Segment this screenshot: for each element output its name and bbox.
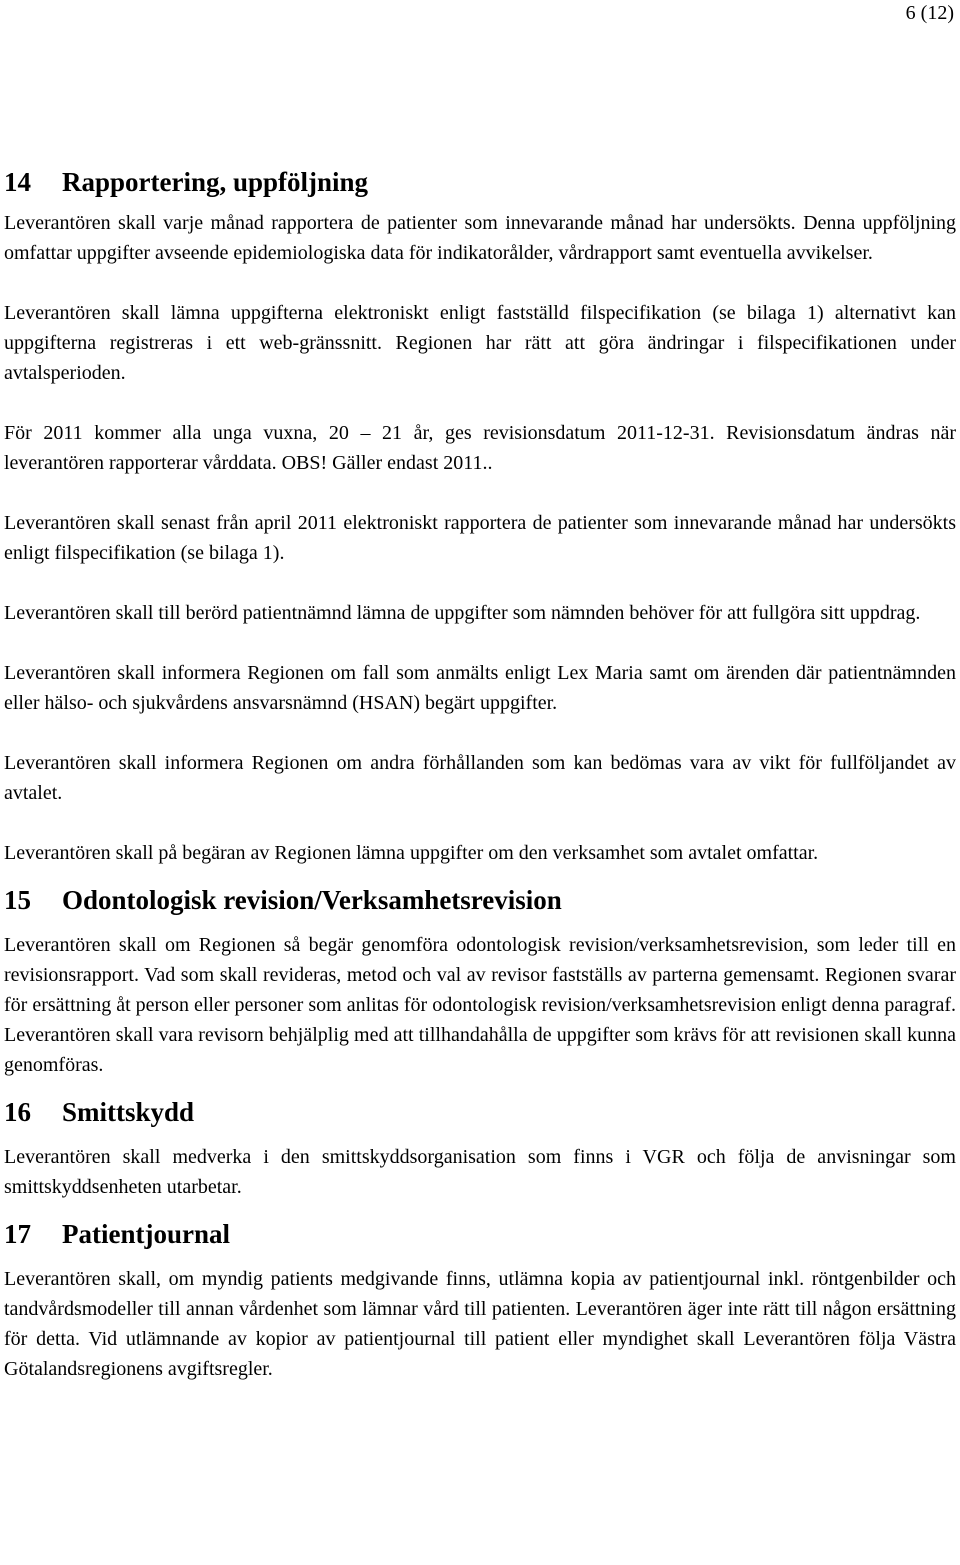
paragraph: Leverantören skall, om myndig patients medgivande finns, utlämna kopia av patientjournal inkl. röntgenbilder och tandvårdsmodeller till annan vårdenhet som lämnar vård till patienten. Leverantören äger inte rätt till någon ersättning för detta. Vid utlämnande av kopior av patientjournal till patient eller myndighet skall Leverantören följa Västra Götalandsregionens avgiftsregler. — [4, 1268, 956, 1380]
section-heading — [4, 1094, 956, 1130]
paragraph: För 2011 kommer alla unga vuxna, 20 – 21 år, ges revisionsdatum 2011-12-31. Revisionsdatum ändras när leverantören rapporterar vårddata. OBS! Gäller endast 2011.. — [4, 422, 956, 474]
paragraph: Leverantören skall senast från april 2011 elektroniskt rapportera de patienter som innevarande månad har undersökts enligt filspecifikation (se bilaga 1). — [4, 512, 956, 564]
paragraph: Leverantören skall medverka i den smittskyddsorganisation som finns i VGR och följa de anvisningar som smittskyddsenheten utarbetar. — [4, 1146, 956, 1198]
section-number: 15 — [4, 885, 31, 915]
document-body — [4, 164, 956, 1384]
section-16 — [4, 1094, 956, 1202]
paragraph: Leverantören skall informera Regionen om andra förhållanden som kan bedömas vara av vikt för fullföljandet av avtalet. — [4, 752, 956, 804]
paragraph: Leverantören skall informera Regionen om fall som anmälts enligt Lex Maria samt om ärenden där patientnämnden eller hälso- och sjukvårdens ansvarsnämnd (HSAN) begärt uppgifter. — [4, 662, 956, 714]
section-heading — [4, 882, 956, 918]
section-title: Rapportering, uppföljning — [62, 167, 369, 197]
paragraph: Leverantören skall till berörd patientnämnd lämna de uppgifter som nämnden behöver för att fullgöra sitt uppdrag. — [4, 602, 921, 624]
section-title: Patientjournal — [62, 1219, 230, 1249]
paragraph: Leverantören skall lämna uppgifterna elektroniskt enligt fastställd filspecifikation (se bilaga 1) alternativt kan uppgifterna registreras i ett web-gränssnitt. Regionen har rätt att göra ändringar i filspecifikationen under avtalsperioden. — [4, 302, 956, 384]
section-title: Odontologisk revision/Verksamhetsrevision — [62, 885, 562, 915]
section-heading — [4, 164, 956, 200]
paragraph: Leverantören skall varje månad rapportera de patienter som innevarande månad har undersökts. Denna uppföljning omfattar uppgifter avseende epidemiologiska data för indikatorålder, vårdrapport samt eventuella avvikelser. — [4, 212, 956, 264]
section-number: 14 — [4, 167, 31, 197]
section-number: 17 — [4, 1219, 31, 1249]
section-heading — [4, 1216, 956, 1252]
section-14 — [4, 164, 956, 868]
paragraph: Leverantören skall på begäran av Regionen lämna uppgifter om den verksamhet som avtalet omfattar. — [4, 842, 819, 864]
paragraph: Leverantören skall om Regionen så begär genomföra odontologisk revision/verksamhetsrevision, som leder till en revisionsrapport. Vad som skall revideras, metod och val av revisor fastställs av parterna gemensamt. Regionen svarar för ersättning åt person eller personer som anlitas för odontologisk revision/verksamhetsrevision enligt denna paragraf. Leverantören skall vara revisorn behjälplig med att tillhandahålla de uppgifter som krävs för att revisionen skall kunna genomföras. — [4, 934, 956, 1076]
page-number: 6 (12) — [905, 2, 954, 24]
section-15 — [4, 882, 956, 1080]
section-number: 16 — [4, 1097, 31, 1127]
section-title: Smittskydd — [62, 1097, 195, 1127]
section-17 — [4, 1216, 956, 1384]
